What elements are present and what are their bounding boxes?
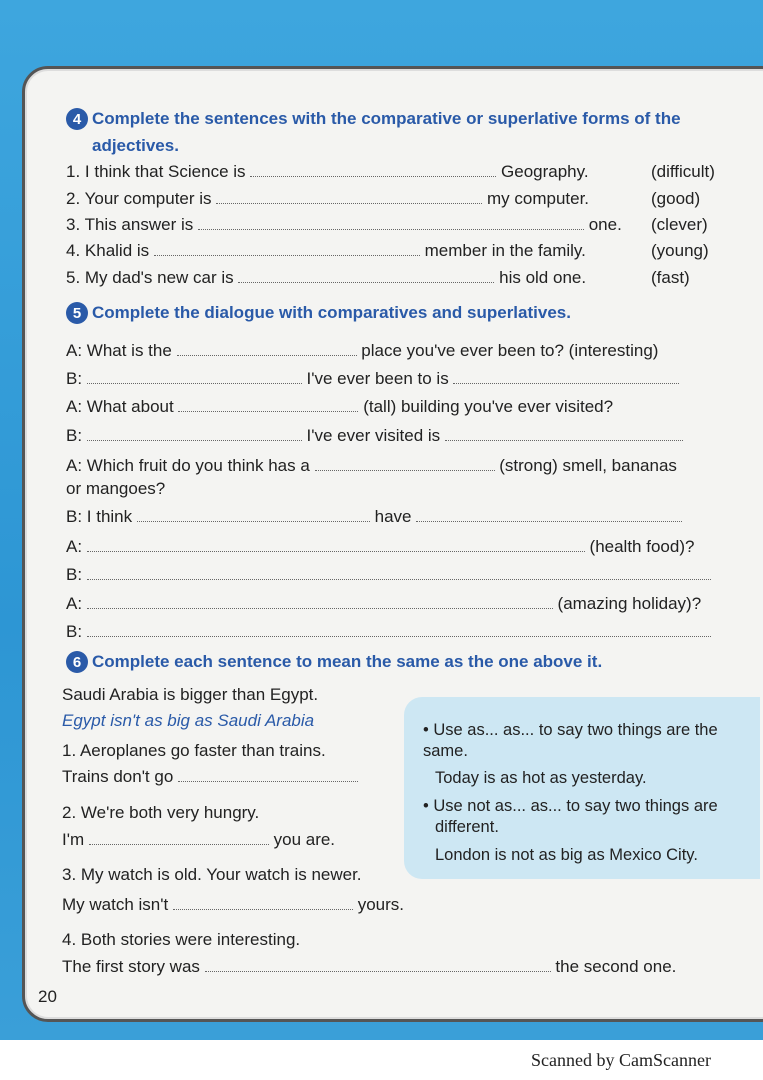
exercise-5-number-badge: 5 <box>66 302 88 324</box>
answer-blank[interactable] <box>315 458 495 471</box>
ex4-item-1-hint: (difficult) <box>651 162 715 181</box>
ex4-item-1 <box>66 162 589 182</box>
ex6-answer-4-text: The first story was <box>62 957 200 976</box>
answer-blank[interactable] <box>178 399 358 412</box>
dialogue-text: B: <box>66 565 83 584</box>
dialogue-line-2 <box>66 369 679 389</box>
exercise-4-title: Complete the sentences with the comparative or superlative forms of the <box>92 109 681 128</box>
dialogue-text: I've ever been to is <box>306 369 449 388</box>
ex4-item-5 <box>66 268 586 288</box>
exercise-4-heading <box>66 108 681 130</box>
ex4-item-2-pre: 2. Your computer is <box>66 189 212 208</box>
answer-blank[interactable] <box>173 897 353 910</box>
answer-blank[interactable] <box>137 509 370 522</box>
dialogue-text: A: <box>66 537 83 556</box>
dialogue-line-5-cont: or mangoes? <box>66 479 166 498</box>
ex4-item-3 <box>66 215 622 235</box>
dialogue-line-1 <box>66 341 658 361</box>
ex6-answer-4-text-end: the second one. <box>555 957 677 976</box>
ex4-item-3-post: one. <box>588 215 622 234</box>
dialogue-text: (health food)? <box>589 537 695 556</box>
ex6-answer-2 <box>62 830 335 850</box>
answer-blank[interactable] <box>87 539 585 552</box>
ex4-item-4 <box>66 241 586 261</box>
dialogue-line-10 <box>66 622 711 642</box>
exercise-6-number-badge: 6 <box>66 651 88 673</box>
page-number: 20 <box>38 987 57 1006</box>
answer-blank[interactable] <box>154 243 420 256</box>
ex6-example-answer: Egypt isn't as big as Saudi Arabia <box>62 711 315 730</box>
tip-rule-1: • Use as... as... to say two things are the <box>423 721 718 739</box>
dialogue-line-8 <box>66 565 711 585</box>
dialogue-text: (strong) smell, bananas <box>499 456 677 475</box>
ex6-answer-3 <box>62 895 404 915</box>
dialogue-line-9 <box>66 594 701 614</box>
ex6-answer-2-text-end: you are. <box>273 830 336 849</box>
ex6-question-2: 2. We're both very hungry. <box>62 803 260 822</box>
ex6-answer-1 <box>62 767 358 787</box>
ex4-item-5-pre: 5. My dad's new car is <box>66 268 234 287</box>
dialogue-text: A: <box>66 594 83 613</box>
ex4-item-3-hint: (clever) <box>651 215 708 234</box>
ex4-item-4-post: member in the family. <box>424 241 586 260</box>
dialogue-text: place you've ever been to? (interesting) <box>361 341 659 360</box>
ex6-answer-3-text-end: yours. <box>357 895 404 914</box>
answer-blank[interactable] <box>216 191 482 204</box>
ex4-item-2-hint: (good) <box>651 189 701 208</box>
dialogue-text: A: What is the <box>66 341 172 360</box>
exercise-4-number-badge: 4 <box>66 108 88 130</box>
dialogue-line-4 <box>66 426 683 446</box>
ex4-item-1-post: Geography. <box>501 162 589 181</box>
answer-blank[interactable] <box>453 371 679 384</box>
dialogue-line-3 <box>66 397 613 417</box>
answer-blank[interactable] <box>89 832 269 845</box>
ex4-item-4-pre: 4. Khalid is <box>66 241 150 260</box>
ex4-item-1-pre: 1. I think that Science is <box>66 162 246 181</box>
ex6-example-sentence: Saudi Arabia is bigger than Egypt. <box>62 685 319 704</box>
answer-blank[interactable] <box>177 343 357 356</box>
ex4-item-4-hint: (young) <box>651 241 709 260</box>
dialogue-line-6 <box>66 507 682 527</box>
answer-blank[interactable] <box>445 428 683 441</box>
tip-rule-2: • Use not as... as... to say two things are <box>423 797 718 815</box>
dialogue-line-7 <box>66 537 694 557</box>
ex6-question-4: 4. Both stories were interesting. <box>62 930 301 949</box>
answer-blank[interactable] <box>250 164 496 177</box>
exercise-5-heading <box>66 302 571 324</box>
ex4-item-2-post: my computer. <box>487 189 590 208</box>
ex6-answer-1-text: Trains don't go <box>62 767 174 786</box>
exercise-5-title: Complete the dialogue with comparatives and superlatives. <box>92 303 571 322</box>
answer-blank[interactable] <box>87 371 302 384</box>
answer-blank[interactable] <box>416 509 682 522</box>
dialogue-text: have <box>374 507 412 526</box>
dialogue-text: B: <box>66 622 83 641</box>
ex4-item-2 <box>66 189 589 209</box>
ex4-item-5-post: his old one. <box>499 268 587 287</box>
tip-example-1: Today is as hot as yesterday. <box>435 769 647 787</box>
ex6-answer-4 <box>62 957 676 977</box>
ex6-question-1: 1. Aeroplanes go faster than trains. <box>62 741 326 760</box>
ex4-item-5-hint: (fast) <box>651 268 690 287</box>
exercise-4-title-line2 <box>92 136 179 156</box>
answer-blank[interactable] <box>205 959 551 972</box>
answer-blank[interactable] <box>87 624 711 637</box>
dialogue-text: A: Which fruit do you think has a <box>66 456 310 475</box>
scanner-watermark: Scanned by CamScanner <box>531 1050 711 1070</box>
dialogue-text: I've ever visited is <box>306 426 441 445</box>
tip-rule-2-cont: different. <box>435 818 499 836</box>
dialogue-text: (amazing holiday)? <box>557 594 702 613</box>
exercise-4-title-cont: adjectives. <box>92 136 179 155</box>
dialogue-text: B: <box>66 369 83 388</box>
ex4-item-3-pre: 3. This answer is <box>66 215 194 234</box>
dialogue-text: (tall) building you've ever visited? <box>363 397 614 416</box>
answer-blank[interactable] <box>238 270 494 283</box>
tip-rule-1-cont: same. <box>423 742 468 760</box>
dialogue-text: A: What about <box>66 397 174 416</box>
tip-example-2: London is not as big as Mexico City. <box>435 846 698 864</box>
dialogue-text: B: I think <box>66 507 133 526</box>
ex6-answer-2-text: I'm <box>62 830 85 849</box>
dialogue-line-5 <box>66 456 677 476</box>
answer-blank[interactable] <box>87 567 711 580</box>
answer-blank[interactable] <box>178 769 358 782</box>
exercise-6-title: Complete each sentence to mean the same as the one above it. <box>92 652 603 671</box>
exercise-6-heading <box>66 651 602 673</box>
answer-blank[interactable] <box>198 217 584 230</box>
answer-blank[interactable] <box>87 428 302 441</box>
answer-blank[interactable] <box>87 596 553 609</box>
ex6-question-3: 3. My watch is old. Your watch is newer. <box>62 865 362 884</box>
dialogue-text: B: <box>66 426 83 445</box>
ex6-answer-3-text: My watch isn't <box>62 895 169 914</box>
